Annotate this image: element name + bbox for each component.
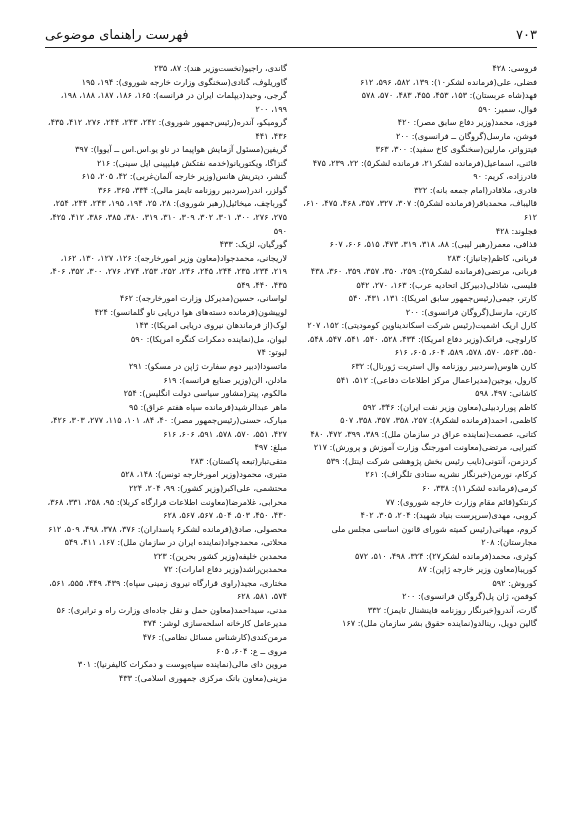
index-entry: کارن هاوس(سردبیر روزنامه وال استریت ژورنال): ۶۳۲	[351, 361, 537, 372]
page-number: ۷۰۳	[516, 27, 537, 43]
index-entry: گارت، آندرو(خبرنگار روزنامه فاینشنال تایمز): ۳۳۲	[367, 604, 537, 615]
index-entry: محلاتی، محمدجواد(نماینده ایران در سازمان ملل): ۱۶۷، ۴۱۱، ۵۴۹	[64, 537, 287, 548]
index-entry: کروم، مهیانی(رئیس کمیته شورای قانون اساسی مجلس ملی مجارستان): ۲۰۸	[331, 523, 537, 548]
index-entry: کارل اریک اشمیت(رئیس شرکت اسکاندیناوین کومودیتی): ۱۵۲، ۲۰۷	[307, 320, 537, 331]
index-entry: لواسانی، حسین(مدیرکل وزارت امورخارجه): ۴۶۲	[119, 293, 287, 304]
index-entry: قربانی، کاظم(جانباز): ۲۸۳	[447, 252, 537, 263]
index-entry: مروی ــ ع: ۶۰۴، ۶۰۵	[215, 645, 287, 656]
index-entry: مبارک، حسنی(رئیس‌جمهور مصر): ۴۰، ۸۴، ۱۰۱، ۱۱۵، ۲۷۷، ۳۰۳، ۴۲۶، ۴۲۷، ۵۵۱، ۵۷۰، ۵۷۸، ۵۹۱، ۶۰۶، ۶۱۶	[50, 415, 287, 439]
page-header	[45, 24, 537, 46]
index-entry: کوریبا(معاون وزیر خارجه ژاپن): ۸۷	[418, 564, 537, 575]
index-entry: قربانی، مرتضی(فرمانده لشکر۲۵): ۲۵۹، ۳۵۰، ۳۵۷، ۳۵۹، ۳۶۰، ۴۳۸	[310, 266, 537, 277]
index-entry: فوال، سمیر: ۵۹۰	[478, 103, 537, 114]
index-entry: فضلی، علی(فرمانده لشکر۱۰): ۱۳۹، ۵۸۲، ۵۹۶، ۶۱۲	[360, 76, 537, 87]
index-entry: قادری، ملاقادر(امام جمعه بانه): ۳۲۲	[414, 184, 537, 195]
index-entry: مروین دای مالی(نماینده سپاه‌پوست و دمکرات کالیفرنیا): ۳۰۱	[77, 659, 287, 670]
index-entry: مرمن‌کندی(کارشناس مسائل نظامی): ۴۷۶	[142, 631, 287, 642]
index-entry: گورگیان، لژیک: ۴۳۳	[219, 239, 287, 250]
index-entry: محمدبن خلیفه(وزیر کشور بحرین): ۲۲۳	[153, 550, 287, 561]
index-entry: مالکوم، پیتر(مشاور سیاسی دولت انگلیس): ۲۵۴	[123, 388, 287, 399]
index-entry: لوییشون(فرمانده دسته‌های هوا دریایی ناو گلمانسو): ۴۲۴	[94, 306, 287, 317]
index-entry: متیری، محمود(وزیر امورخارجه تونس): ۱۴۸، ۵۲۸	[120, 469, 287, 480]
index-entry: لیوتو: ۷۴	[257, 347, 287, 358]
index-entry: کوروش: ۵۹۲	[492, 577, 537, 588]
index-entry: کاشانی: ۴۹۷، ۵۹۸	[475, 388, 537, 399]
index-entry: گاوریلوف، گنادی(سخنگوی وزارت خارجه شوروی): ۱۹۴، ۱۹۵	[81, 76, 287, 87]
index-entry: قادرزاده، کریم: ۹۰	[473, 171, 537, 182]
index-entry: مبلغ: ۴۹۷	[254, 442, 287, 453]
index-entry: کاظمی، احمد(فرمانده لشکر۸): ۲۵۷، ۳۵۸، ۳۵۷، ۳۵۸، ۵۰۷	[340, 415, 537, 426]
index-entry: گنزاگا، ویکتوریانو(خدمه نفتکش فیلیپینی ایل سینی): ۲۱۶	[96, 157, 287, 168]
index-entry: گرومیکو، آندره(رئیس‌جمهور شوروی): ۲۴۲، ۲۴۳، ۲۴۴، ۲۷۶، ۴۱۲، ۴۳۵، ۴۳۶، ۴۴۱	[47, 117, 287, 141]
index-entry: کرمی(فرمانده لشکر۱۱): ۳۳۸، ۶۰	[421, 482, 537, 493]
index-entry: مختاری، مجید(راوی قرارگاه نیروی زمینی سپاه): ۴۳۹، ۴۴۹، ۵۵۵، ۵۶۱، ۵۷۴، ۵۸۱، ۶۲۸	[49, 577, 287, 602]
index-entry: کردزمن، آنتونی(نایب رئیس بخش پژوهشی شرکت اینتل): ۵۳۹	[326, 455, 537, 466]
index-entry: فهد(شاه عربستان): ۱۵۳، ۴۵۳، ۴۵۵، ۴۸۳، ۵۷۰، ۵۷۸	[361, 90, 537, 101]
index-entry: گریفین(مسئول آزمایش هواپیما در ناو یو.اس.اس ــ آیووا): ۳۹۷	[74, 144, 287, 155]
index-entry: فوشن، مارسل(گروگان ــ فرانسوی): ۲۰۰	[395, 130, 537, 141]
index-entry: فروسی: ۴۲۸	[492, 63, 537, 73]
index-entry: گاندی، راجیو(نخست‌وزیر هند): ۸۷، ۲۳۵	[154, 63, 287, 73]
index-entry: قجلوند: ۴۲۸	[495, 225, 537, 236]
index-entry: مدیرعامل کارخانه اسلحه‌سازی لوشر: ۳۷۴	[143, 618, 287, 629]
index-entry: کارول، یوجین(مدیراعمال مرکز اطلاعات دفاعی): ۵۱۲، ۵۴۱	[336, 374, 537, 385]
index-entry: کارتن، مارسل(گروگان فرانسوی): ۲۰۰	[405, 306, 537, 317]
index-entry: کاظم پوراردبیلی(معاون وزیر نفت ایران): ۳۴۶، ۵۹۲	[362, 401, 537, 412]
index-entry: قلیسی، شاذلی(دبیرکل اتحادیه عرب): ۱۶۳، ۲۷۰، ۵۴۲	[356, 279, 537, 290]
index-entry: لاریجانی، محمدجواد(معاون وزیر امورخارجه): ۱۲۶، ۱۲۷، ۱۳۰، ۱۶۲، ۲۱۹، ۲۳۴، ۲۳۵، ۲۴۴، ۲۴۵، ۲۴۶، ۲۵۲، ۲۵۳، ۲۷۴، ۲۷۶، ۳۰۰، ۳۵۲، ۴۰۶، ۴۳۵، ۴۴۰، ۵۴۹	[49, 252, 287, 290]
page-title: فهرست راهنمای موضوعی	[45, 27, 189, 43]
index-entry: کوثری، محمد(فرمانده لشکر۲۷): ۳۲۴، ۴۹۸، ۵۱۰، ۵۷۲	[354, 550, 537, 561]
index-entry: گرجی، وحید(دیپلمات ایران در فرانسه): ۱۶۵، ۱۸۶، ۱۸۷، ۱۸۸، ۱۹۸، ۱۹۹، ۲۰۰	[60, 90, 287, 114]
index-column-right	[295, 62, 537, 631]
index-entry: کارلوچی، فرانک(وزیر دفاع امریکا): ۴۳۴، ۵۲۸، ۵۴۰، ۵۴۱، ۵۴۷، ۵۴۸، ۵۵۰، ۵۶۳، ۵۷۰، ۵۷۸، ۵۸۹، ۶۰۴، ۶۰۵، ۶۱۶	[307, 333, 537, 358]
index-entry: کرنتکو(قائم مقام وزارت خارجه شوروی): ۷۷	[385, 496, 537, 507]
index-entry: گولزر، اندر(سردبیر روزنامه تایمز مالی): ۳۳۴، ۳۶۵، ۳۶۶	[97, 184, 287, 195]
index-entry: کوفمن، ژان پل(گروگان فرانسوی): ۲۰۰	[402, 591, 537, 602]
index-entry: فوزی، محمد(وزیر دفاع سابق مصر): ۴۲۰	[397, 117, 537, 128]
index-column-left	[45, 62, 287, 685]
index-entry: گورباچف، میخائیل(رهبر شوروی): ۲۸، ۲۵، ۱۹۴، ۱۹۵، ۲۴۳، ۲۴۴، ۲۵۴، ۲۷۵، ۲۷۶، ۳۰۰، ۳۰۱، ۳۰۲، ۳۰۹، ۳۱۰، ۳۱۹، ۳۸۰، ۳۸۵، ۳۸۶، ۴۱۲، ۴۲۵، ۵۹۰	[49, 198, 287, 236]
index-entry: متقی‌تبار(تبعه پاکستان): ۲۸۳	[190, 455, 287, 466]
index-entry: ماتسودا(دبیر دوم سفارت ژاپن در مسکو): ۲۹۱	[128, 361, 287, 372]
index-entry: لیوان، مل(نماینده دمکرات کنگره امریکا): ۵۹۰	[130, 333, 287, 344]
index-entry: مزینی(معاون بانک مرکزی جمهوری اسلامی): ۴۳۳	[118, 672, 287, 683]
index-entry: گالین دویل، رینالدو(نماینده حقوق بشر سازمان ملل): ۱۶۷	[341, 618, 537, 629]
index-entry: کتیرایی، مرتضی(معاونت امورجنگ وزارت آموزش و پرورش): ۲۱۷	[313, 442, 537, 453]
index-entry: قذافی، معمر(رهبر لیبی): ۸۸، ۳۱۸، ۳۱۹، ۴۷۳، ۵۱۵، ۶۰۶، ۶۰۷	[329, 239, 537, 250]
index-entry: گنشر، دیتریش هانس(وزیر خارجه آلمان‌غربی): ۴۲، ۲۰۵، ۶۱۵	[81, 171, 287, 182]
index-entry: قالیباف، محمدباقر(فرمانده لشکر۵): ۳۰۷، ۳۲۷، ۳۵۷، ۴۶۸، ۴۷۵، ۶۱۰، ۶۱۲	[303, 198, 537, 223]
index-entry: محمدبن‌راشد(وزیر دفاع امارات): ۷۲	[163, 564, 287, 575]
index-entry: مدنی، سیداحمد(معاون حمل و نقل جاده‌ای وزارت راه و ترابری): ۵۶	[56, 604, 287, 615]
index-entry: قائنی، اسماعیل(فرمانده لشکر۲۱، فرمانده لشکر۵): ۲۲، ۲۳۹، ۴۷۵	[312, 157, 537, 168]
header-rule	[45, 47, 537, 48]
index-entry: کتانی، عصمت(نماینده عراق در سازمان ملل): ۳۸۹، ۳۹۹، ۴۷۲، ۴۸۰	[310, 428, 537, 439]
index-entry: لوک(از فرماندهان نیروی دریایی امریکا): ۱۴۳	[135, 320, 287, 331]
index-entry: مادلن، الن(وزیر صنایع فرانسه): ۶۱۹	[163, 374, 287, 385]
index-entry: محرابی، غلامرضا(معاونت اطلاعات قرارگاه کربلا): ۹۵، ۲۵۸، ۳۳۱، ۳۶۸، ۴۳۰، ۴۵۰، ۵۰۳، ۵۰۴، ۵۶۷، ۵۶۷، ۶۲۸	[47, 496, 287, 521]
index-entry: ماهر عبدالرشید(فرمانده سپاه هفتم عراق): ۹۵	[129, 401, 287, 412]
index-entry: محصولی، صادق(فرمانده لشکر۶ پاسداران): ۳۷۶، ۳۷۸، ۴۹۸، ۵۰۹، ۶۱۲	[48, 523, 287, 534]
index-entry: کروبی، مهدی(سرپرست بنیاد شهید): ۲۰۴، ۳۰۵، ۴۰۲	[360, 510, 537, 521]
index-entry: کرکام، نورمن(خبرنگار نشریه ستادی تلگراف): ۲۶۱	[365, 469, 537, 480]
index-entry: کارتر، جیمی(رئیس‌جمهور سابق امریکا): ۱۳۱، ۴۳۱، ۵۴۰	[348, 293, 537, 304]
index-entry: محتشمی، علی‌اکبر(وزیر کشور): ۹۹، ۲۰۴، ۲۲۴	[129, 482, 287, 493]
index-entry: فیتزواتر، مارلین(سخنگوی کاخ سفید): ۳۰۰، ۳۶۳	[375, 144, 537, 155]
